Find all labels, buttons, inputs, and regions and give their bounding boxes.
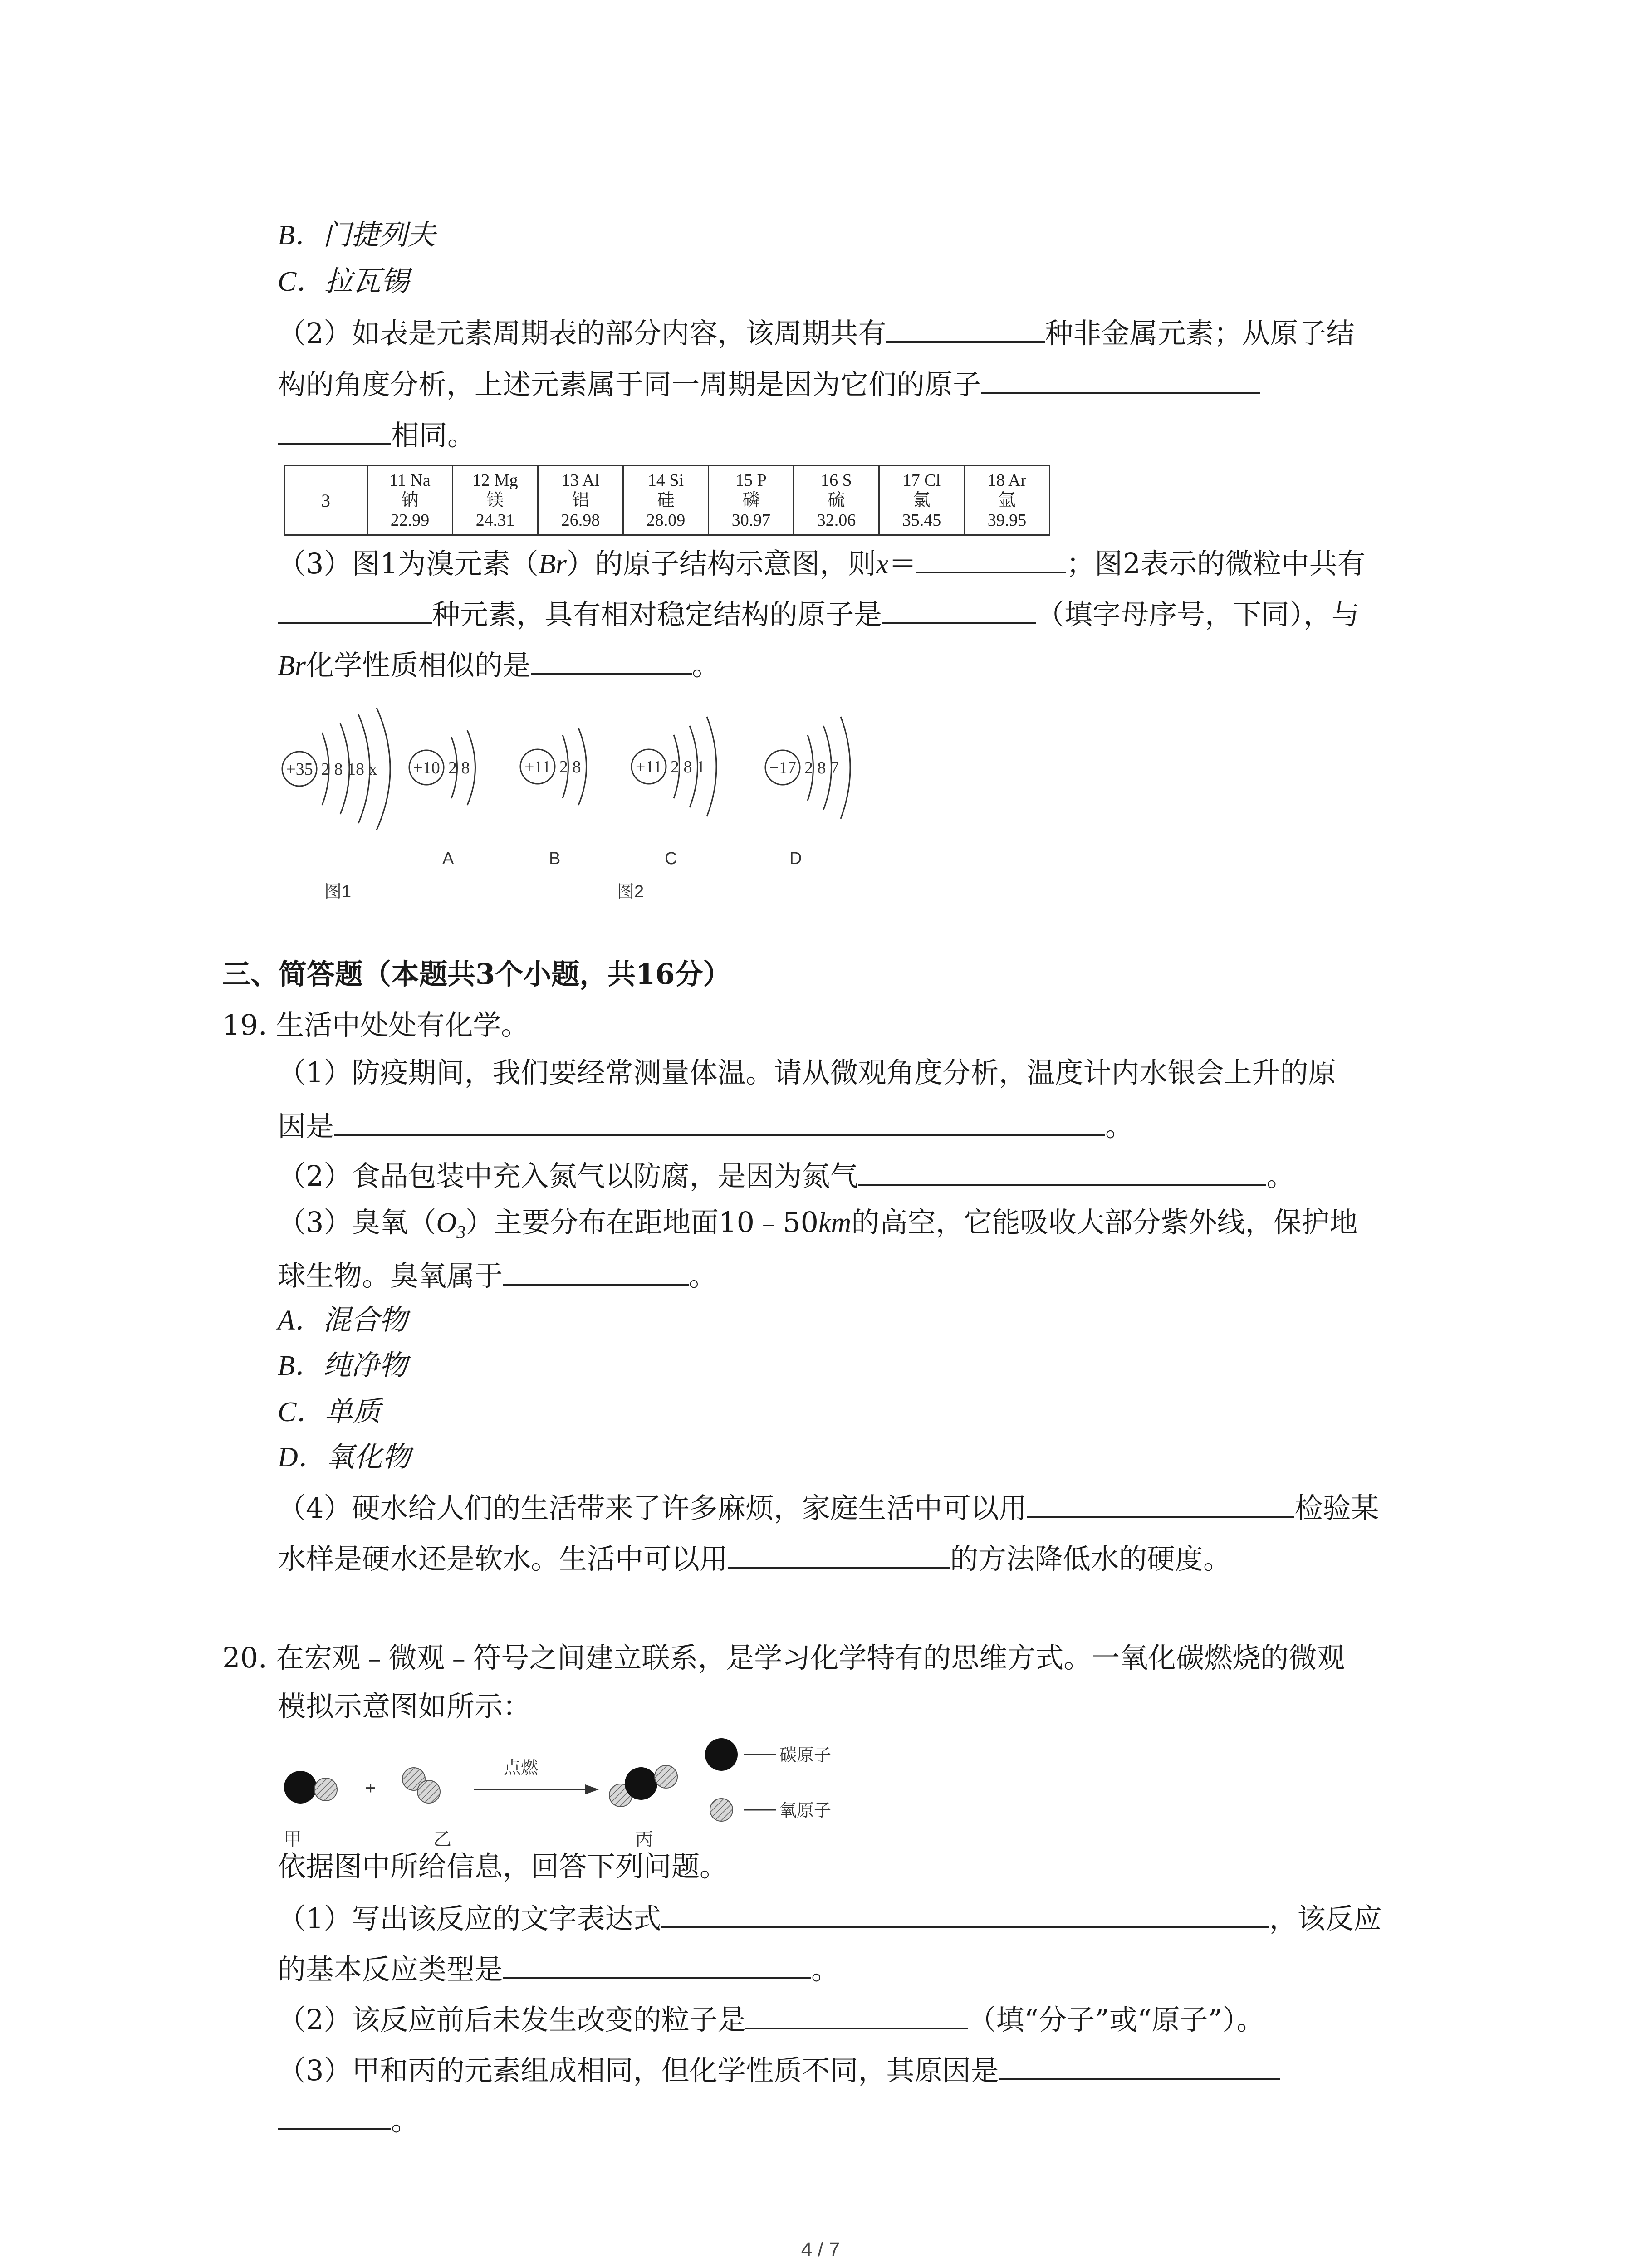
- svg-text:碳原子: 碳原子: [779, 1746, 832, 1765]
- svg-text:+10: +10: [413, 758, 440, 777]
- q20-part1-line2: 的基本反应类型是 。: [278, 1949, 839, 1988]
- option-b: B．门捷列夫: [278, 220, 436, 251]
- svg-text:+17: +17: [769, 758, 796, 777]
- label-jia: 甲: [284, 1829, 302, 1849]
- atom-diagram-a: [409, 730, 475, 868]
- svg-text:2 8: 2 8: [448, 758, 470, 777]
- answer-blank[interactable]: [503, 1256, 689, 1286]
- answer-blank[interactable]: [999, 2050, 1280, 2080]
- reaction-diagram: [272, 1724, 907, 1851]
- element-cell: 17 Cl 氯 35.45: [879, 466, 965, 535]
- periodic-table-excerpt: [284, 465, 1050, 536]
- q19-part4-line2: 水样是硬水还是软水。生活中可以用 的方法降低水的硬度。: [278, 1539, 1231, 1577]
- legend: [705, 1738, 831, 1821]
- q19-option-c: C．单质: [278, 1397, 381, 1427]
- bromine-atom-diagram: [282, 708, 390, 830]
- svg-text:A: A: [442, 849, 454, 868]
- answer-blank[interactable]: [858, 1156, 1266, 1186]
- option-c: C．拉瓦锡: [278, 266, 409, 297]
- answer-blank[interactable]: [745, 1999, 968, 2029]
- section-heading: 三、简答题（本题共3个小题，共16分）: [222, 958, 731, 991]
- answer-blank[interactable]: [728, 1539, 950, 1569]
- element-cell: 18 Ar 氩 39.95: [965, 466, 1050, 535]
- q19-option-d: D．氧化物: [278, 1442, 411, 1473]
- element-cell: 11 Na 钠 22.99: [367, 466, 453, 535]
- q18-part3-line3: Br化学性质相似的是 。: [278, 645, 720, 684]
- svg-text:2 8 1: 2 8 1: [671, 758, 705, 777]
- q18-part2-line1: （2）如表是元素周期表的部分内容，该周期共有 种非金属元素；从原子结: [278, 313, 1354, 352]
- q19-part3-line1: （3）臭氧$(O_3)$主要分布在距地面10﹣50km的高空，它能吸收大部分紫外线，保护地: [278, 1206, 1358, 1242]
- answer-blank[interactable]: [886, 313, 1045, 343]
- element-cell: 13 Al 铝 26.98: [538, 466, 623, 535]
- reactant-jia-molecule: [284, 1771, 337, 1804]
- element-cell: 14 Si 硅 28.09: [623, 466, 709, 535]
- answer-blank[interactable]: [981, 364, 1260, 394]
- answer-blank[interactable]: [531, 645, 692, 675]
- answer-blank[interactable]: [278, 594, 432, 624]
- q19-part1-line2: 因是 。: [278, 1106, 1133, 1144]
- svg-text:氧原子: 氧原子: [779, 1801, 832, 1820]
- atom-diagram-b: [520, 728, 587, 868]
- q18-part3-line2: 种元素，具有相对稳定结构的原子是 （填字母序号，下同），与: [278, 594, 1360, 633]
- element-cell: 12 Mg 镁 24.31: [453, 466, 538, 535]
- svg-text:+11: +11: [635, 758, 662, 777]
- answer-blank[interactable]: [661, 1898, 1269, 1928]
- reaction-arrow: [474, 1759, 599, 1794]
- atom-diagram-d: [765, 717, 850, 868]
- svg-text:2 8 18 x: 2 8 18 x: [321, 760, 377, 779]
- q19-option-b: B．纯净物: [278, 1350, 407, 1381]
- q18-part3-line1: （3）图1为溴元素（Br）的原子结构示意图，则x＝ ；图2表示的微粒中共有: [278, 543, 1366, 582]
- answer-blank[interactable]: [916, 543, 1066, 573]
- label-bing: 丙: [635, 1829, 653, 1849]
- q20-stem-line1: 20. 在宏观﹣微观﹣符号之间建立联系，是学习化学特有的思维方式。一氧化碳燃烧的微观: [222, 1641, 1345, 1674]
- figure-2-label: 图2: [617, 882, 644, 901]
- svg-text:B: B: [549, 849, 561, 868]
- q20-part3-line1: （3）甲和丙的元素组成相同，但化学性质不同，其原因是: [278, 2050, 1280, 2089]
- svg-text:点燃: 点燃: [504, 1759, 539, 1778]
- answer-blank[interactable]: [334, 1106, 1105, 1136]
- answer-blank[interactable]: [1027, 1488, 1294, 1518]
- q20-part2: （2）该反应前后未发生改变的粒子是 （填“分子”或“原子”）。: [278, 1999, 1264, 2038]
- q18-part2-line3: 相同。: [278, 415, 475, 454]
- reactant-yi-molecule: [402, 1768, 440, 1803]
- element-cell: 16 S 硫 32.06: [794, 466, 879, 535]
- answer-blank[interactable]: [278, 2100, 391, 2130]
- q19-part1-line1: （1）防疫期间，我们要经常测量体温。请从微观角度分析，温度计内水银会上升的原: [278, 1056, 1337, 1089]
- atom-diagram-c: [632, 717, 716, 868]
- svg-text:2 8 7: 2 8 7: [804, 758, 839, 777]
- q19-part2: （2）食品包装中充入氮气以防腐，是因为氮气 。: [278, 1156, 1294, 1194]
- q20-intro: 依据图中所给信息，回答下列问题。: [278, 1850, 728, 1883]
- product-bing-molecule: [609, 1765, 677, 1807]
- element-cell: 15 P 磷 30.97: [709, 466, 794, 535]
- q19-option-a: A．混合物: [278, 1305, 407, 1336]
- answer-blank[interactable]: [278, 415, 391, 445]
- figure-1-label: 图1: [324, 882, 352, 901]
- q19-part4-line1: （4）硬水给人们的生活带来了许多麻烦，家庭生活中可以用 检验某: [278, 1488, 1379, 1526]
- svg-text:D: D: [789, 849, 802, 868]
- answer-blank[interactable]: [882, 594, 1036, 624]
- q18-part2-line2: 构的角度分析，上述元素属于同一周期是因为它们的原子: [278, 364, 1260, 403]
- q20-stem-line2: 模拟示意图如所示：: [278, 1690, 531, 1723]
- q19-part3-line2: 球生物。臭氧属于 。: [278, 1256, 717, 1294]
- label-yi: 乙: [433, 1829, 451, 1849]
- q20-part3-line2: 。: [278, 2100, 419, 2139]
- answer-blank[interactable]: [503, 1949, 811, 1979]
- q19-stem: 19. 生活中处处有化学。: [222, 1008, 529, 1041]
- svg-text:C: C: [665, 849, 677, 868]
- svg-text:+11: +11: [524, 758, 551, 777]
- plus-sign: +: [365, 1778, 376, 1798]
- atom-structure-figure: [272, 689, 907, 907]
- svg-text:2 8: 2 8: [559, 758, 581, 777]
- period-number: 3: [284, 466, 367, 535]
- page-number: 4 / 7: [801, 2239, 840, 2261]
- q20-part1-line1: （1）写出该反应的文字表达式 ，该反应: [278, 1898, 1381, 1937]
- svg-text:+35: +35: [286, 760, 313, 779]
